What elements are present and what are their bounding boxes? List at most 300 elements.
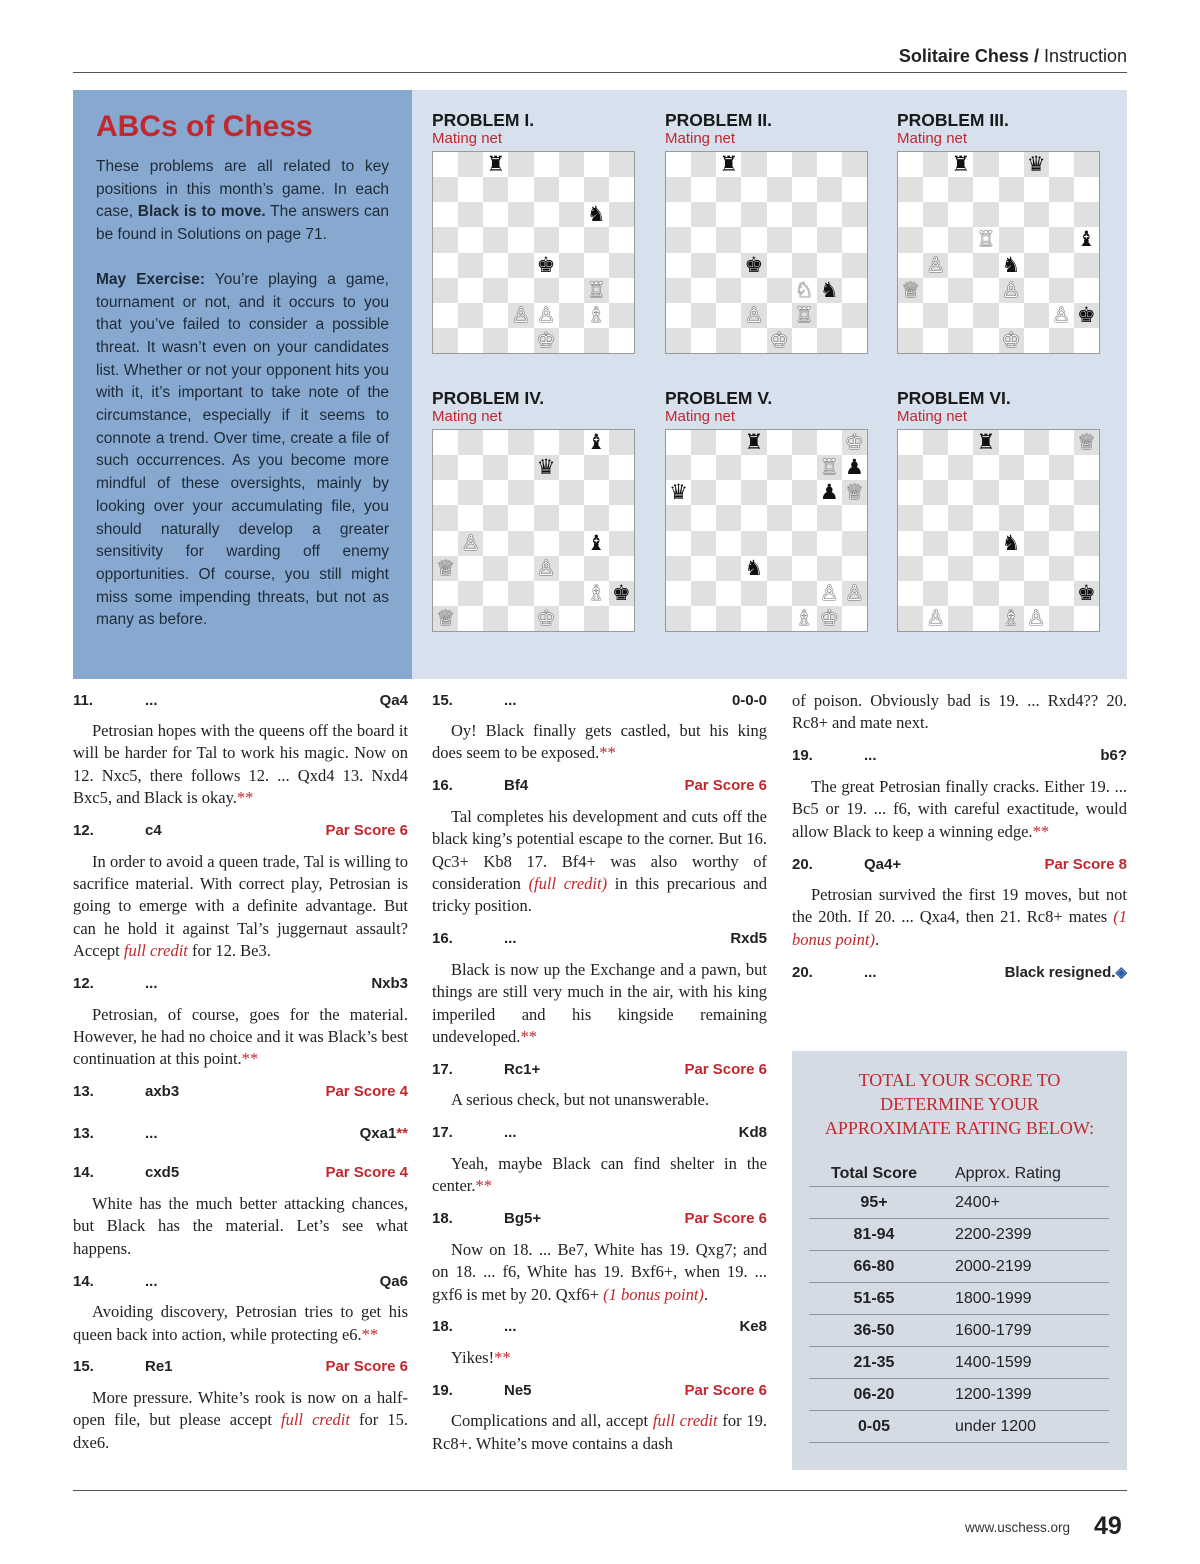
board-square (792, 531, 817, 556)
board-square (1049, 556, 1074, 581)
white-king-icon: ♔ (817, 606, 842, 631)
board-square (973, 177, 998, 202)
board-square (609, 177, 634, 202)
move-line (792, 962, 1127, 982)
move-number: 18. (432, 1210, 453, 1228)
problem-6 (897, 388, 1100, 632)
board-square (666, 328, 691, 353)
problem-subtitle: Mating net (432, 130, 503, 147)
board-square (508, 152, 533, 177)
board-square (691, 253, 716, 278)
move-response-text: Par Score 6 (684, 1210, 767, 1228)
score-box (792, 1051, 1127, 1470)
move-notation: ... (864, 747, 877, 765)
black-king-icon: ♚ (1074, 581, 1099, 606)
commentary (432, 1410, 767, 1455)
board-square (842, 202, 867, 227)
board-square (767, 480, 792, 505)
board-square (898, 177, 923, 202)
board-square (609, 152, 634, 177)
board-square (559, 556, 584, 581)
board-square (973, 606, 998, 631)
board-square (691, 227, 716, 252)
board-square (534, 480, 559, 505)
problem-title: PROBLEM IV. (432, 388, 545, 408)
score-range: 06-20 (853, 1385, 895, 1403)
board-square (508, 480, 533, 505)
white-pawn-icon: ♙ (1049, 303, 1074, 328)
approx-rating: 2200-2399 (955, 1225, 1032, 1243)
commentary-text: . (874, 929, 880, 949)
board-square (716, 430, 741, 455)
board-square (666, 455, 691, 480)
board-square (716, 505, 741, 530)
move-number: 17. (432, 1060, 453, 1078)
score-row (809, 1219, 1109, 1251)
board-square (559, 606, 584, 631)
commentary-text: full credit (281, 1410, 350, 1430)
par-score (325, 1083, 408, 1100)
board-square (716, 556, 741, 581)
board-square (483, 253, 508, 278)
board-square (1049, 505, 1074, 530)
move-line (432, 1059, 767, 1079)
board-square (716, 227, 741, 252)
board-square (691, 152, 716, 177)
black-knight-icon: ♞ (817, 278, 842, 303)
board-square (508, 253, 533, 278)
board-square (458, 278, 483, 303)
board-square (609, 202, 634, 227)
move-notation: Ne5 (504, 1381, 532, 1399)
move-notation: ... (504, 930, 517, 948)
commentary-text: for 12. Be3. (187, 941, 271, 961)
move-response-text: Par Score 6 (325, 822, 408, 840)
problem-title: PROBLEM I. (432, 110, 535, 130)
board-square (433, 202, 458, 227)
board-square (817, 556, 842, 581)
board-square (666, 556, 691, 581)
abc-title: ABCs of Chess (96, 110, 313, 143)
board-square (792, 328, 817, 353)
move-notation: cxd5 (145, 1164, 180, 1182)
board-square (691, 581, 716, 606)
board-square (948, 303, 973, 328)
white-queen-icon: ♕ (842, 480, 867, 505)
board-square (1024, 480, 1049, 505)
commentary (432, 1153, 767, 1198)
board-square (923, 227, 948, 252)
white-rook-icon: ♖ (817, 455, 842, 480)
board-square (817, 152, 842, 177)
commentary-text: for 15. dxe6. (73, 1410, 408, 1452)
board-square (559, 227, 584, 252)
move-line (73, 1271, 408, 1291)
board-square (842, 278, 867, 303)
problem-title: PROBLEM III. (897, 110, 1009, 130)
commentary-text: Complications and all, accept (451, 1411, 653, 1431)
board-square (584, 177, 609, 202)
board-square (1049, 531, 1074, 556)
board-square (948, 278, 973, 303)
board-square (741, 152, 766, 177)
white-pawn-icon: ♙ (999, 278, 1024, 303)
board-square (534, 177, 559, 202)
move-notation: ... (145, 1272, 158, 1290)
board-square (433, 430, 458, 455)
board-square (508, 328, 533, 353)
board-square (609, 328, 634, 353)
board-square (1049, 606, 1074, 631)
board-square (741, 581, 766, 606)
board-square (1024, 531, 1049, 556)
move-number: 12. (73, 975, 94, 993)
commentary (792, 776, 1127, 843)
board-square (923, 202, 948, 227)
board-square (1074, 606, 1099, 631)
board-square (691, 328, 716, 353)
problem-subtitle: Mating net (897, 408, 968, 425)
end-mark-icon: ◈ (1115, 964, 1127, 982)
move-notation: ... (864, 963, 877, 981)
white-queen-icon: ♕ (1074, 430, 1099, 455)
board-square (666, 177, 691, 202)
board-square (973, 455, 998, 480)
board-square (508, 505, 533, 530)
move-response (1100, 747, 1127, 764)
move-number: 20. (792, 963, 813, 981)
board-square (1024, 556, 1049, 581)
move-number: 15. (432, 691, 453, 709)
header-separator: / (1028, 46, 1044, 66)
problem-subtitle: Mating net (665, 408, 736, 425)
board-square (741, 328, 766, 353)
board-square (923, 581, 948, 606)
board-square (1049, 581, 1074, 606)
board-square (898, 581, 923, 606)
board-square (483, 531, 508, 556)
score-range: 81-94 (853, 1225, 895, 1243)
move-response (730, 930, 767, 947)
board-square (534, 278, 559, 303)
board-square (458, 455, 483, 480)
white-rook-icon: ♖ (792, 303, 817, 328)
approx-rating: 1600-1799 (955, 1321, 1032, 1339)
board-square (923, 430, 948, 455)
board-square (691, 278, 716, 303)
board-square (741, 505, 766, 530)
board-square (898, 328, 923, 353)
commentary-text: of poison. Obviously bad is 19. ... Rxd4?? 20. Rc8+ and mate next. (792, 691, 1127, 733)
board-square (691, 177, 716, 202)
move-number: 12. (73, 822, 94, 840)
board-square (948, 177, 973, 202)
score-row (809, 1315, 1109, 1347)
board-square (508, 455, 533, 480)
board-square (559, 152, 584, 177)
board-square (948, 430, 973, 455)
board-square (792, 455, 817, 480)
board-square (458, 606, 483, 631)
black-pawn-icon: ♟ (817, 480, 842, 505)
board-square (691, 606, 716, 631)
board-square (691, 455, 716, 480)
commentary (432, 806, 767, 918)
board-square (948, 455, 973, 480)
move-response-text: 0-0-0 (731, 691, 767, 709)
move-response-text: Qa6 (379, 1272, 408, 1290)
board-square (691, 480, 716, 505)
board-square (691, 202, 716, 227)
white-king-icon: ♔ (842, 430, 867, 455)
board-square (508, 606, 533, 631)
board-square (999, 430, 1024, 455)
board-square (898, 556, 923, 581)
score-range: 21-35 (853, 1353, 895, 1371)
board-square (483, 606, 508, 631)
board-square (842, 152, 867, 177)
chess-board (432, 429, 635, 632)
board-square (534, 430, 559, 455)
commentary (73, 1193, 408, 1260)
commentary-text: More pressure. White’s rook is now on a half-open file, but please accept (73, 1387, 408, 1430)
board-square (609, 480, 634, 505)
move-number: 13. (73, 1083, 94, 1101)
board-square (1024, 505, 1049, 530)
white-queen-icon: ♕ (433, 606, 458, 631)
board-square (792, 177, 817, 202)
board-square (483, 328, 508, 353)
move-line (73, 1357, 408, 1377)
commentary-text: (1 bonus point) (792, 907, 1127, 949)
white-pawn-icon: ♙ (508, 303, 533, 328)
move-response-text: Par Score 6 (684, 1060, 767, 1078)
commentary-text: ** (475, 1176, 493, 1196)
board-square (898, 505, 923, 530)
score-range: 95+ (860, 1193, 888, 1211)
board-square (817, 227, 842, 252)
board-square (817, 531, 842, 556)
board-square (666, 202, 691, 227)
star-marker: ** (396, 1125, 408, 1143)
commentary-text: ** (361, 1324, 379, 1344)
board-square (999, 505, 1024, 530)
commentary (73, 720, 408, 810)
commentary-text: Petrosian, of course, goes for the material. However, he had no choice and it was Black’s best continuation at this point. (73, 1004, 408, 1069)
problem-4 (432, 388, 635, 632)
board-square (999, 227, 1024, 252)
move-line (432, 1380, 767, 1400)
board-square (842, 227, 867, 252)
abc-intro (96, 156, 389, 247)
score-table (809, 1161, 1109, 1443)
abc-exercise-text: You’re playing a game, tournament or not, and it occurs to you that you’ve failed to consider a possible threat. It wasn’t even on your candidates list. Whether or not your opponent hits you with it, it’s important to take note of the circumstance, especially if it seems to connote a trend. Over time, create a file of such occurrences. As you become more mindful of these oversights, mainly by looking over your accumulating file, you should naturally develop a greater sensitivity for warding off enemy opportunities. Of course, you still might miss some impending threats, but not as many as before. (96, 270, 389, 629)
white-king-icon: ♔ (534, 328, 559, 353)
board-square (433, 480, 458, 505)
commentary-text: . (703, 1284, 709, 1304)
board-square (609, 606, 634, 631)
chess-board (432, 151, 635, 354)
board-square (716, 480, 741, 505)
board-square (898, 202, 923, 227)
board-square (458, 227, 483, 252)
board-square (973, 152, 998, 177)
board-square (433, 328, 458, 353)
board-square (842, 177, 867, 202)
score-title (792, 1068, 1127, 1140)
board-square (948, 227, 973, 252)
board-square (948, 202, 973, 227)
black-rook-icon: ♜ (716, 152, 741, 177)
black-knight-icon: ♞ (741, 556, 766, 581)
commentary-text: ** (520, 1027, 537, 1047)
black-rook-icon: ♜ (741, 430, 766, 455)
board-square (609, 531, 634, 556)
board-square (948, 606, 973, 631)
board-square (584, 606, 609, 631)
board-square (1074, 253, 1099, 278)
board-square (458, 430, 483, 455)
score-range: 66-80 (853, 1257, 895, 1275)
board-square (433, 177, 458, 202)
move-response (739, 1318, 767, 1335)
board-square (898, 227, 923, 252)
commentary-text: Petrosian hopes with the queens off the board it will be harder for Tal to work his magic. Now on 12. Nxc5, there follows 12. ... Qxd4 13. Nxd4 Bxc5, and Black is okay. (73, 721, 408, 808)
score-title-line: DETERMINE YOUR (880, 1094, 1039, 1114)
board-square (483, 455, 508, 480)
approx-rating: 2000-2199 (955, 1257, 1032, 1275)
text-column-2 (432, 690, 767, 1466)
move-line (792, 854, 1127, 874)
board-square (609, 556, 634, 581)
board-square (666, 581, 691, 606)
board-square (1024, 328, 1049, 353)
board-square (741, 227, 766, 252)
board-square (584, 480, 609, 505)
board-square (923, 480, 948, 505)
board-square (842, 531, 867, 556)
board-square (948, 480, 973, 505)
white-pawn-icon: ♙ (741, 303, 766, 328)
move-line (792, 746, 1127, 766)
board-square (559, 505, 584, 530)
board-square (508, 556, 533, 581)
move-line (432, 690, 767, 710)
board-square (842, 328, 867, 353)
board-square (923, 328, 948, 353)
board-square (1024, 253, 1049, 278)
black-bishop-icon: ♝ (584, 430, 609, 455)
board-square (559, 177, 584, 202)
board-square (559, 278, 584, 303)
par-score (325, 1358, 408, 1375)
board-square (716, 177, 741, 202)
board-square (609, 278, 634, 303)
move-notation: ... (504, 1318, 517, 1336)
board-square (767, 505, 792, 530)
score-range: 36-50 (853, 1321, 895, 1339)
board-square (1049, 328, 1074, 353)
abc-text (96, 156, 389, 632)
par-score (684, 777, 767, 794)
board-square (767, 581, 792, 606)
board-square (458, 505, 483, 530)
commentary-text: Yeah, maybe Black can find shelter in the center. (432, 1153, 767, 1196)
board-square (1074, 177, 1099, 202)
white-knight-icon: ♘ (792, 278, 817, 303)
board-square (1049, 455, 1074, 480)
move-notation: Re1 (145, 1358, 173, 1376)
board-square (792, 152, 817, 177)
commentary (792, 690, 1127, 735)
board-square (792, 227, 817, 252)
board-square (1049, 430, 1074, 455)
move-response-text: Par Score 6 (684, 1381, 767, 1399)
board-square (973, 328, 998, 353)
board-square (973, 505, 998, 530)
board-square (483, 177, 508, 202)
board-square (1024, 455, 1049, 480)
commentary-text: Petrosian survived the first 19 moves, but not the 20th. If 20. ... Qxa4, then 21. Rc8+ mates (792, 885, 1127, 927)
board-square (842, 556, 867, 581)
black-queen-icon: ♛ (534, 455, 559, 480)
board-square (433, 581, 458, 606)
board-square (1024, 303, 1049, 328)
board-square (691, 531, 716, 556)
move-response-text: Par Score 4 (325, 1164, 408, 1182)
move-response (739, 1124, 767, 1141)
abc-exercise (96, 269, 389, 632)
board-square (973, 581, 998, 606)
score-header-rating: Approx. Rating (955, 1164, 1061, 1182)
board-square (898, 606, 923, 631)
board-square (666, 227, 691, 252)
board-square (534, 581, 559, 606)
move-line (73, 974, 408, 994)
white-bishop-icon: ♗ (792, 606, 817, 631)
board-square (458, 177, 483, 202)
board-square (559, 455, 584, 480)
move-line (432, 1123, 767, 1143)
board-square (767, 430, 792, 455)
white-queen-icon: ♕ (898, 278, 923, 303)
board-square (842, 606, 867, 631)
move-notation: axb3 (145, 1083, 180, 1101)
footer-url: www.uschess.org (965, 1520, 1071, 1535)
board-square (999, 303, 1024, 328)
board-square (559, 480, 584, 505)
board-square (767, 531, 792, 556)
par-score (1044, 856, 1127, 873)
score-row (809, 1283, 1109, 1315)
board-square (898, 152, 923, 177)
board-square (767, 253, 792, 278)
move-line (432, 929, 767, 949)
white-rook-icon: ♖ (973, 227, 998, 252)
board-square (973, 480, 998, 505)
board-square (767, 152, 792, 177)
move-response-text: Qa4 (379, 691, 408, 709)
board-square (741, 480, 766, 505)
text-column-3 (792, 690, 1127, 982)
move-number: 20. (792, 855, 813, 873)
commentary (73, 1301, 408, 1346)
board-square (666, 152, 691, 177)
problem-5 (665, 388, 868, 632)
board-square (767, 177, 792, 202)
board-square (923, 505, 948, 530)
board-square (767, 227, 792, 252)
